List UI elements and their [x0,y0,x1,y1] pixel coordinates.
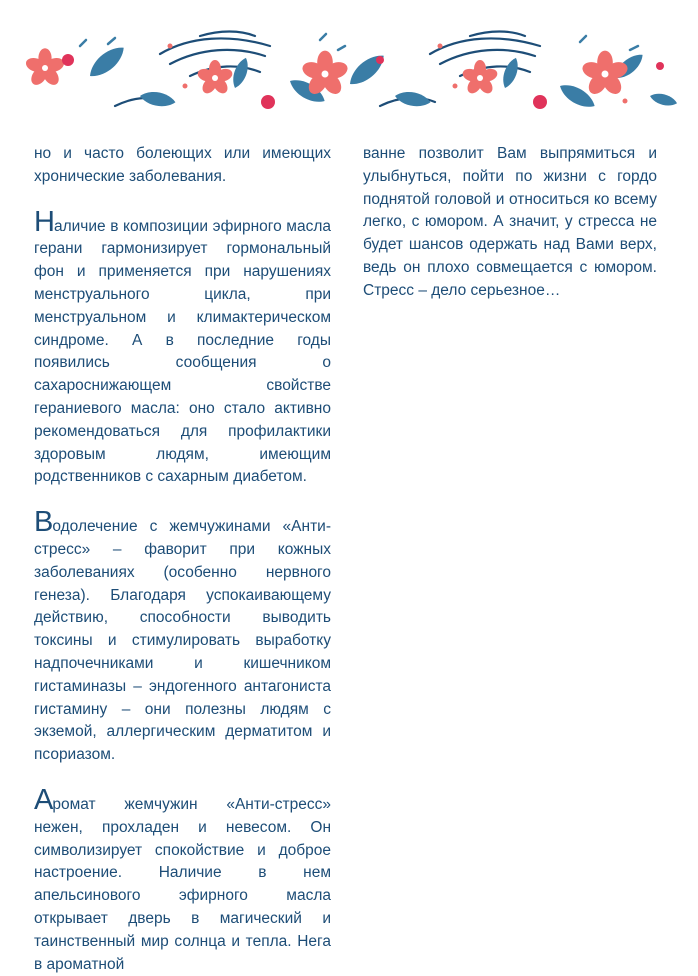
paragraph-continuation: но и часто болеющих или имеющих хронические заболевания. [34,145,331,185]
drop-cap: В [34,506,53,539]
drop-cap: А [34,783,53,816]
paragraph-hydrotherapy: Водолечение с жемчужинами «Анти-стресс» – фаворит при кожных заболеваниях (особенно нервного генеза). Благодаря успокаивающему действию, способности выводить токсины и стимулировать выработку надпочечниками и кишечником гистаминазы – эндогенного антагониста гистамину – они полезны людям с экземой, аллергическим дерматитом и псориазом. [34,506,331,764]
paragraph-geranium: Наличие в композиции эфирного масла герани гармонизирует гормональный фон и применяется при нарушениях менструального цикла, при менструальном и климактерическом синдроме. А в последние годы появились сообщения о сахароснижающем свойстве гераниевого масла: оно стало активно рекомендоваться для профилактики здоровым людям, имеющим родственников с сахарным диабетом. [34,205,331,486]
left-text-column [34,143,331,976]
paragraph-conclusion: ванне позволит Вам выпрямиться и улыбнуться, пойти по жизни с гордо поднятой головой и относиться ко всему легко, с юмором. А значит, у стресса не будет шансов одержать над Вами верх, ведь он плохо совмещается с юмором. Стресс – дело серьезное… [363,145,657,299]
drop-cap: Н [34,205,54,238]
paragraph-aroma: Аромат жемчужин «Анти-стресс» нежен, прохладен и невесом. Он символизирует спокойствие и доброе настроение. Наличие в нем апельсинового эфирного масла открывает дверь в магический и таинственный мир солнца и тепла. Нега в ароматной [34,783,331,973]
floral-ornament-icon [20,16,680,120]
right-text-column [363,143,657,303]
